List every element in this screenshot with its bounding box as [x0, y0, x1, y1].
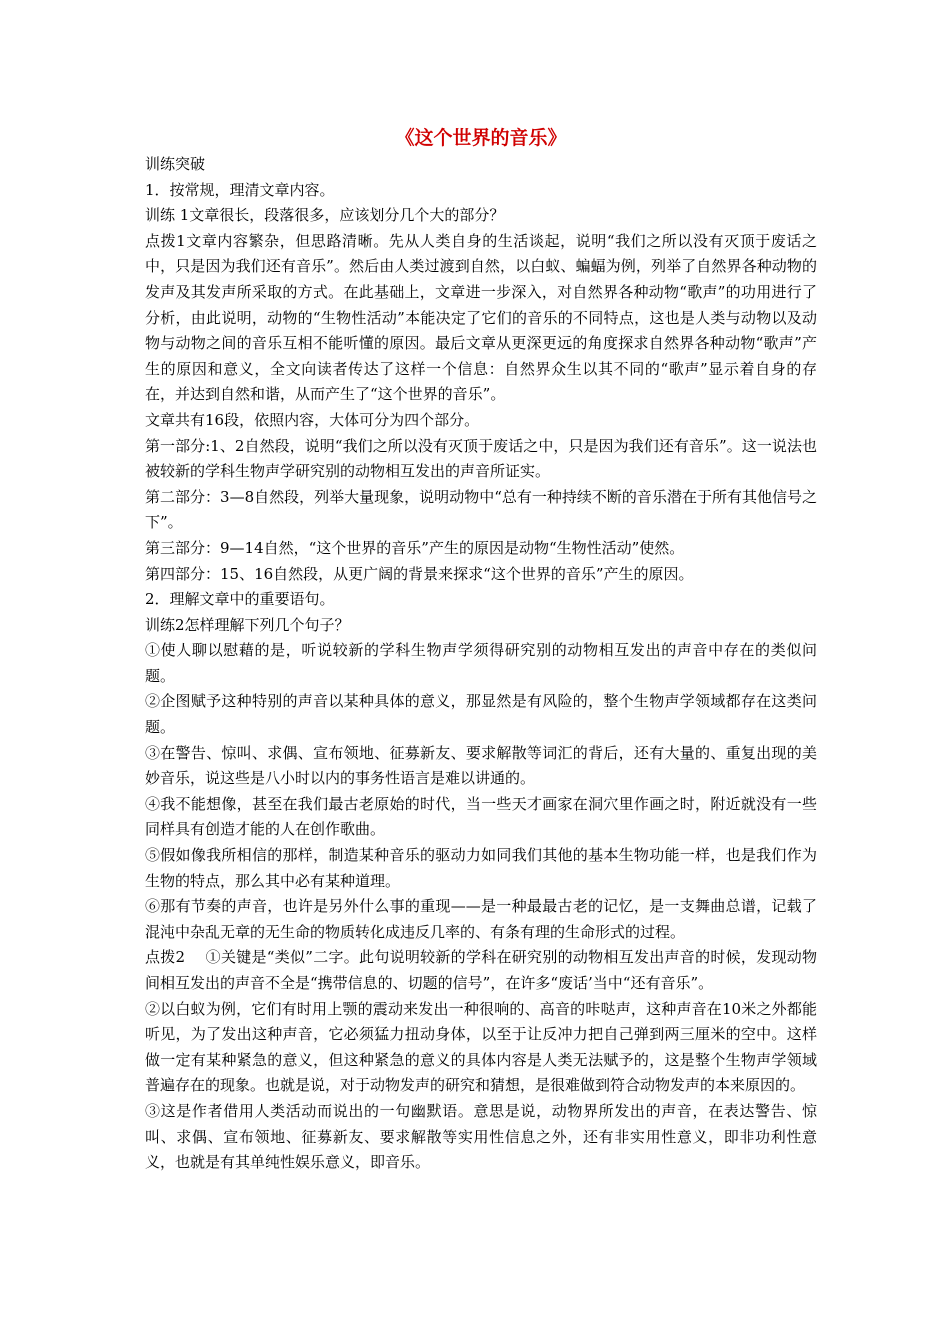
exercise-question: 训练 1文章很长，段落很多，应该划分几个大的部分？: [145, 206, 505, 225]
hint-paragraph: 点拨2 ①关键是“类似”二字。此句说明较新的学科在研究别的动物相互发出声音的时候，发现动物间相互发出的声音不全是“携带信息的、切题的信号”，在许多“废话’当中“还有音乐”。: [145, 948, 817, 992]
part-paragraph: 第二部分：3—8自然段，列举大量现象，说明动物中“总有一种持续不断的音乐潜在于所有其他信号之下”。: [145, 487, 817, 532]
question-heading: 2．理解文章中的重要语句。: [145, 590, 335, 609]
sentence-item: ③在警告、惊叫、求偶、宣布领地、征募新友、要求解散等词汇的背后，还有大量的、重复出现的美妙音乐，说这些是八小时以内的事务性语言是难以讲通的。: [145, 743, 817, 788]
sentence-item: ⑤假如像我所相信的那样，制造某种音乐的驱动力如同我们其他的基本生物功能一样，也是我们作为生物的特点，那么其中必有某种道理。: [145, 846, 817, 890]
sentence-item: ①使人聊以慰藉的是，听说较新的学科生物声学须得研究别的动物相互发出的声音中存在的类似问题。: [145, 641, 817, 685]
hint-paragraph: ②以白蚁为例，它们有时用上颚的震动来发出一种很响的、高音的咔哒声，这种声音在10米之外都能听见，为了发出这种声音，它必须猛力扭动身体，以至于让反冲力把自己弹到两三厘米的空中。这样做一定有某种紧急的意义，但这种紧急的意义的具体内容是人类无法赋予的，这是整个生物声学领域普遍存在的现象。也就是说，对于动物发声的研究和猜想，是很难做到符合动物发声的本来原因的。: [145, 999, 817, 1095]
sentence-item: ④我不能想像，甚至在我们最古老原始的时代，当一些天才画家在洞穴里作画之时，附近就没有一些同样具有创造才能的人在创作歌曲。: [145, 794, 817, 839]
hint-paragraph: ③这是作者借用人类活动而说出的一句幽默语。意思是说，动物界所发出的声音，在表达警告、惊叫、求偶、宣布领地、征募新友、要求解散等实用性信息之外，还有非实用性意义，即非功利性意义，也就是有其单纯性娱乐意义，即音乐。: [145, 1101, 817, 1172]
section-heading: 训练突破: [145, 155, 206, 173]
hint-paragraph: 点拨1文章内容繁杂，但思路清晰。先从人类自身的生活谈起，说明“我们之所以没有灭顶于废话之中，只是因为我们还有音乐”。然后由人类过渡到自然，以白蚁、蝙蝠为例，列举了自然界各种动物的发声及其发声所采取的方式。在此基础上，文章进一步深入，对自然界各种动物“歌声”的功用进行了分析，由此说明，动物的“生物性活动”本能决定了它们的音乐的不同特点，这也是人类与动物以及动物与动物之间的音乐互相不能听懂的原因。最后文章从更深更远的角度探求自然界各种动物“歌声”产生的原因和意义，全文向读者传达了这样一个信息：自然界众生以其不同的“歌声”显示着自身的存在，并达到自然和谐，从而产生了“这个世界的音乐”。: [145, 231, 817, 404]
document-page: [145, 124, 817, 1176]
sentence-item: ②企图赋予这种特别的声音以某种具体的意义，那显然是有风险的，整个生物声学领域都存在这类问题。: [145, 692, 817, 737]
body-paragraph: 文章共有16段，依照内容，大体可分为四个部分。: [145, 410, 480, 429]
part-paragraph: 第一部分:1、2自然段，说明“我们之所以没有灭顶于废话之中，只是因为我们还有音乐”。这一说法也被较新的学科生物声学研究别的动物相互发出的声音所证实。: [145, 436, 817, 481]
part-paragraph: 第四部分：15、16自然段，从更广阔的背景来探求“这个世界的音乐”产生的原因。: [145, 564, 694, 583]
document-title: 《这个世界的音乐》: [395, 127, 567, 149]
exercise-question: 训练2怎样理解下列几个句子？: [145, 615, 350, 634]
part-paragraph: 第三部分：9—14自然，“这个世界的音乐”产生的原因是动物“生物性活动”使然。: [145, 538, 685, 557]
question-heading: 1．按常规，理清文章内容。: [145, 180, 335, 199]
sentence-item: ⑥那有节奏的声音，也许是另外什么事的重现——是一种最最古老的记忆，是一支舞曲总谱，记载了混沌中杂乱无章的无生命的物质转化成违反几率的、有条有理的生命形式的过程。: [145, 897, 817, 941]
